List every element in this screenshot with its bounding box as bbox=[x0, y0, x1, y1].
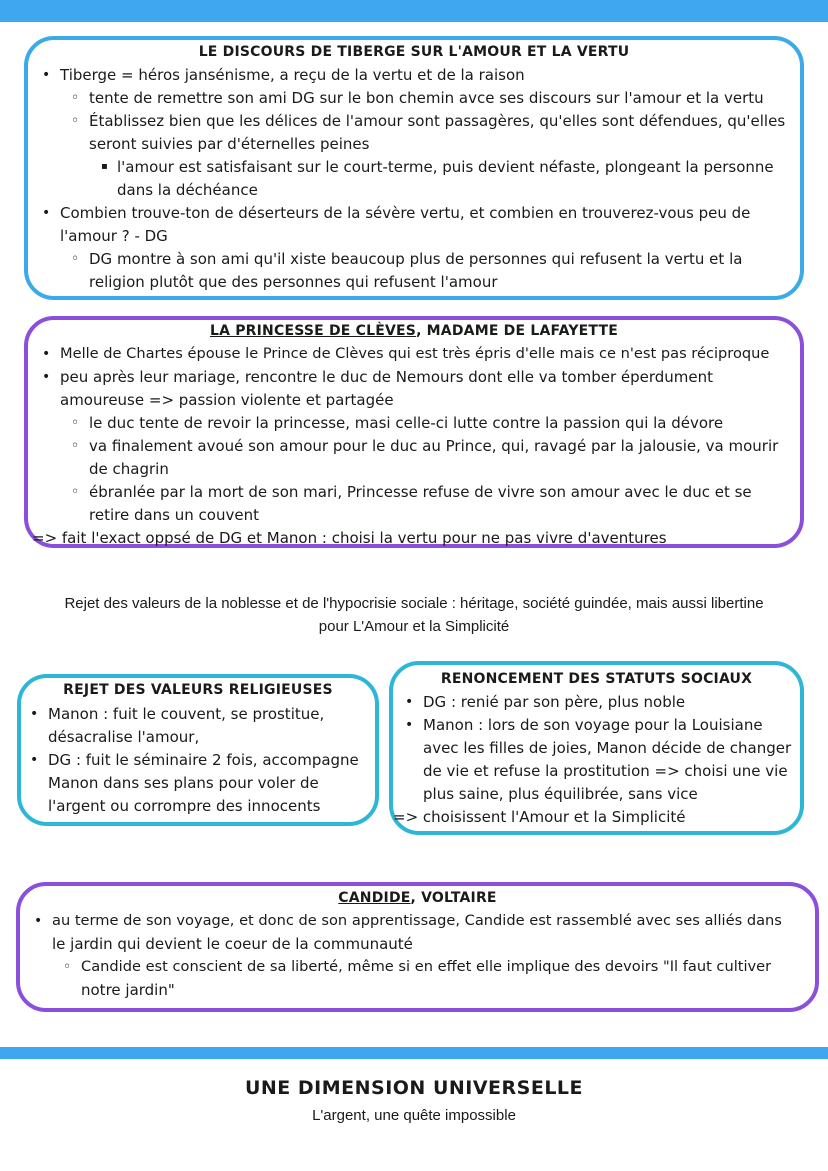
bullet: ◦ bbox=[71, 438, 80, 454]
bullet: • bbox=[42, 369, 51, 385]
cleves-line: amoureuse => passion violente et partagée bbox=[60, 391, 394, 409]
footer-title: UNE DIMENSION UNIVERSELLE bbox=[244, 1077, 584, 1099]
cleves-title-author: , MADAME DE LAFAYETTE bbox=[416, 323, 619, 339]
bullet: • bbox=[42, 67, 51, 83]
bullet: ◦ bbox=[63, 959, 72, 975]
bullet: • bbox=[405, 694, 414, 710]
statuts-line: Manon : lors de son voyage pour la Louisiane bbox=[423, 716, 763, 734]
tiberge-line: l'amour ? - DG bbox=[60, 227, 168, 245]
candide-line: au terme de son voyage, et donc de son apprentissage, Candide est rassemblé avec ses alliés dans bbox=[52, 912, 782, 929]
cleves-line: de chagrin bbox=[89, 460, 169, 478]
bullet: ▪ bbox=[101, 161, 108, 172]
cleves-title-work: LA PRINCESSE DE CLÈVES bbox=[209, 323, 417, 339]
bullet: ◦ bbox=[71, 251, 80, 267]
statuts-title: RENONCEMENT DES STATUTS SOCIAUX bbox=[440, 671, 753, 687]
rejet-line-2: pour L'Amour et la Simplicité bbox=[318, 618, 510, 635]
religieuses-line: Manon : fuit le couvent, se prostitue, bbox=[48, 705, 325, 723]
tiberge-line: DG montre à son ami qu'il xiste beaucoup plus de personnes qui refusent la vertu et la bbox=[89, 250, 743, 268]
candide-title-work: CANDIDE bbox=[338, 890, 411, 906]
rejet-line-1: Rejet des valeurs de la noblesse et de l'hypocrisie sociale : héritage, société guindée, mais aussi libertine bbox=[64, 595, 764, 612]
candide-line: Candide est conscient de sa liberté, même si en effet elle implique des devoirs "Il faut cultiver bbox=[81, 958, 772, 975]
statuts-conclusion: => choisissent l'Amour et la Simplicité bbox=[393, 808, 686, 826]
tiberge-line: l'amour est satisfaisant sur le court-terme, puis devient néfaste, plongeant la personne bbox=[117, 158, 774, 176]
bullet: ◦ bbox=[71, 90, 80, 106]
cleves-line: ébranlée par la mort de son mari, Princesse refuse de vivre son amour avec le duc et se bbox=[89, 483, 752, 501]
tiberge-line: Tiberge = héros jansénisme, a reçu de la vertu et de la raison bbox=[60, 66, 525, 84]
candide-line: le jardin qui devient le coeur de la communauté bbox=[52, 935, 413, 953]
bullet: ◦ bbox=[71, 484, 80, 500]
cleves-line: va finalement avoué son amour pour le duc au Prince, qui, ravagé par la jalousie, va mourir bbox=[89, 437, 779, 455]
bullet: • bbox=[30, 752, 39, 768]
bullet: • bbox=[34, 913, 43, 929]
statuts-line: DG : renié par son père, plus noble bbox=[423, 693, 686, 711]
statuts-line: avec les filles de joies, Manon décide de changer bbox=[423, 739, 792, 757]
tiberge-line: seront suivies par d'éternelles peines bbox=[89, 135, 370, 153]
religieuses-line: Manon dans ses plans pour voler de bbox=[48, 774, 319, 792]
tiberge-line: tente de remettre son ami DG sur le bon chemin avce ses discours sur l'amour et la vertu bbox=[89, 89, 764, 107]
bullet: • bbox=[405, 717, 414, 733]
top-bar bbox=[0, 0, 828, 22]
cleves-conclusion: => fait l'exact oppsé de DG et Manon : choisi la vertu pour ne pas vivre d'aventures bbox=[32, 529, 667, 547]
statuts-line: plus saine, plus équilibrée, sans vice bbox=[423, 785, 698, 803]
statuts-line: de vie et refuse la prostitution => choisi une vie bbox=[423, 762, 788, 780]
cleves-line: le duc tente de revoir la princesse, masi celle-ci lutte contre la passion qui la dévore bbox=[89, 414, 724, 432]
bullet: • bbox=[42, 205, 51, 221]
cleves-title bbox=[0, 323, 828, 339]
footer-bar bbox=[0, 1047, 828, 1059]
cleves-line: peu après leur mariage, rencontre le duc de Nemours dont elle va tomber éperdument bbox=[60, 368, 714, 386]
bullet: • bbox=[42, 346, 51, 362]
footer-subtitle: L'argent, une quête impossible bbox=[312, 1107, 516, 1124]
tiberge-line: religion plutôt que des personnes qui refusent l'amour bbox=[89, 273, 498, 291]
religieuses-line: désacralise l'amour, bbox=[48, 728, 200, 746]
tiberge-line: dans la déchéance bbox=[117, 181, 258, 199]
cleves-line: Melle de Chartes épouse le Prince de Clèves qui est très épris d'elle mais ce n'est pas réciproque bbox=[60, 345, 770, 362]
tiberge-title: LE DISCOURS DE TIBERGE SUR L'AMOUR ET LA VERTU bbox=[198, 44, 630, 60]
tiberge-line: Établissez bien que les délices de l'amour sont passagères, qu'elles sont défendues, qu'elles bbox=[89, 112, 786, 130]
religieuses-line: DG : fuit le séminaire 2 fois, accompagne bbox=[48, 751, 359, 769]
religieuses-line: l'argent ou corrompre des innocents bbox=[48, 797, 321, 815]
bullet: • bbox=[30, 706, 39, 722]
candide-title bbox=[16, 890, 819, 906]
bullet: ◦ bbox=[71, 415, 80, 431]
bullet: ◦ bbox=[71, 113, 80, 129]
cleves-line: retire dans un couvent bbox=[89, 506, 259, 524]
tiberge-line: Combien trouve-ton de déserteurs de la sévère vertu, et combien en trouverez-vous peu de bbox=[60, 204, 751, 222]
religieuses-title: REJET DES VALEURS RELIGIEUSES bbox=[63, 682, 333, 698]
candide-title-author: , VOLTAIRE bbox=[410, 890, 497, 906]
candide-line: notre jardin" bbox=[81, 981, 175, 999]
